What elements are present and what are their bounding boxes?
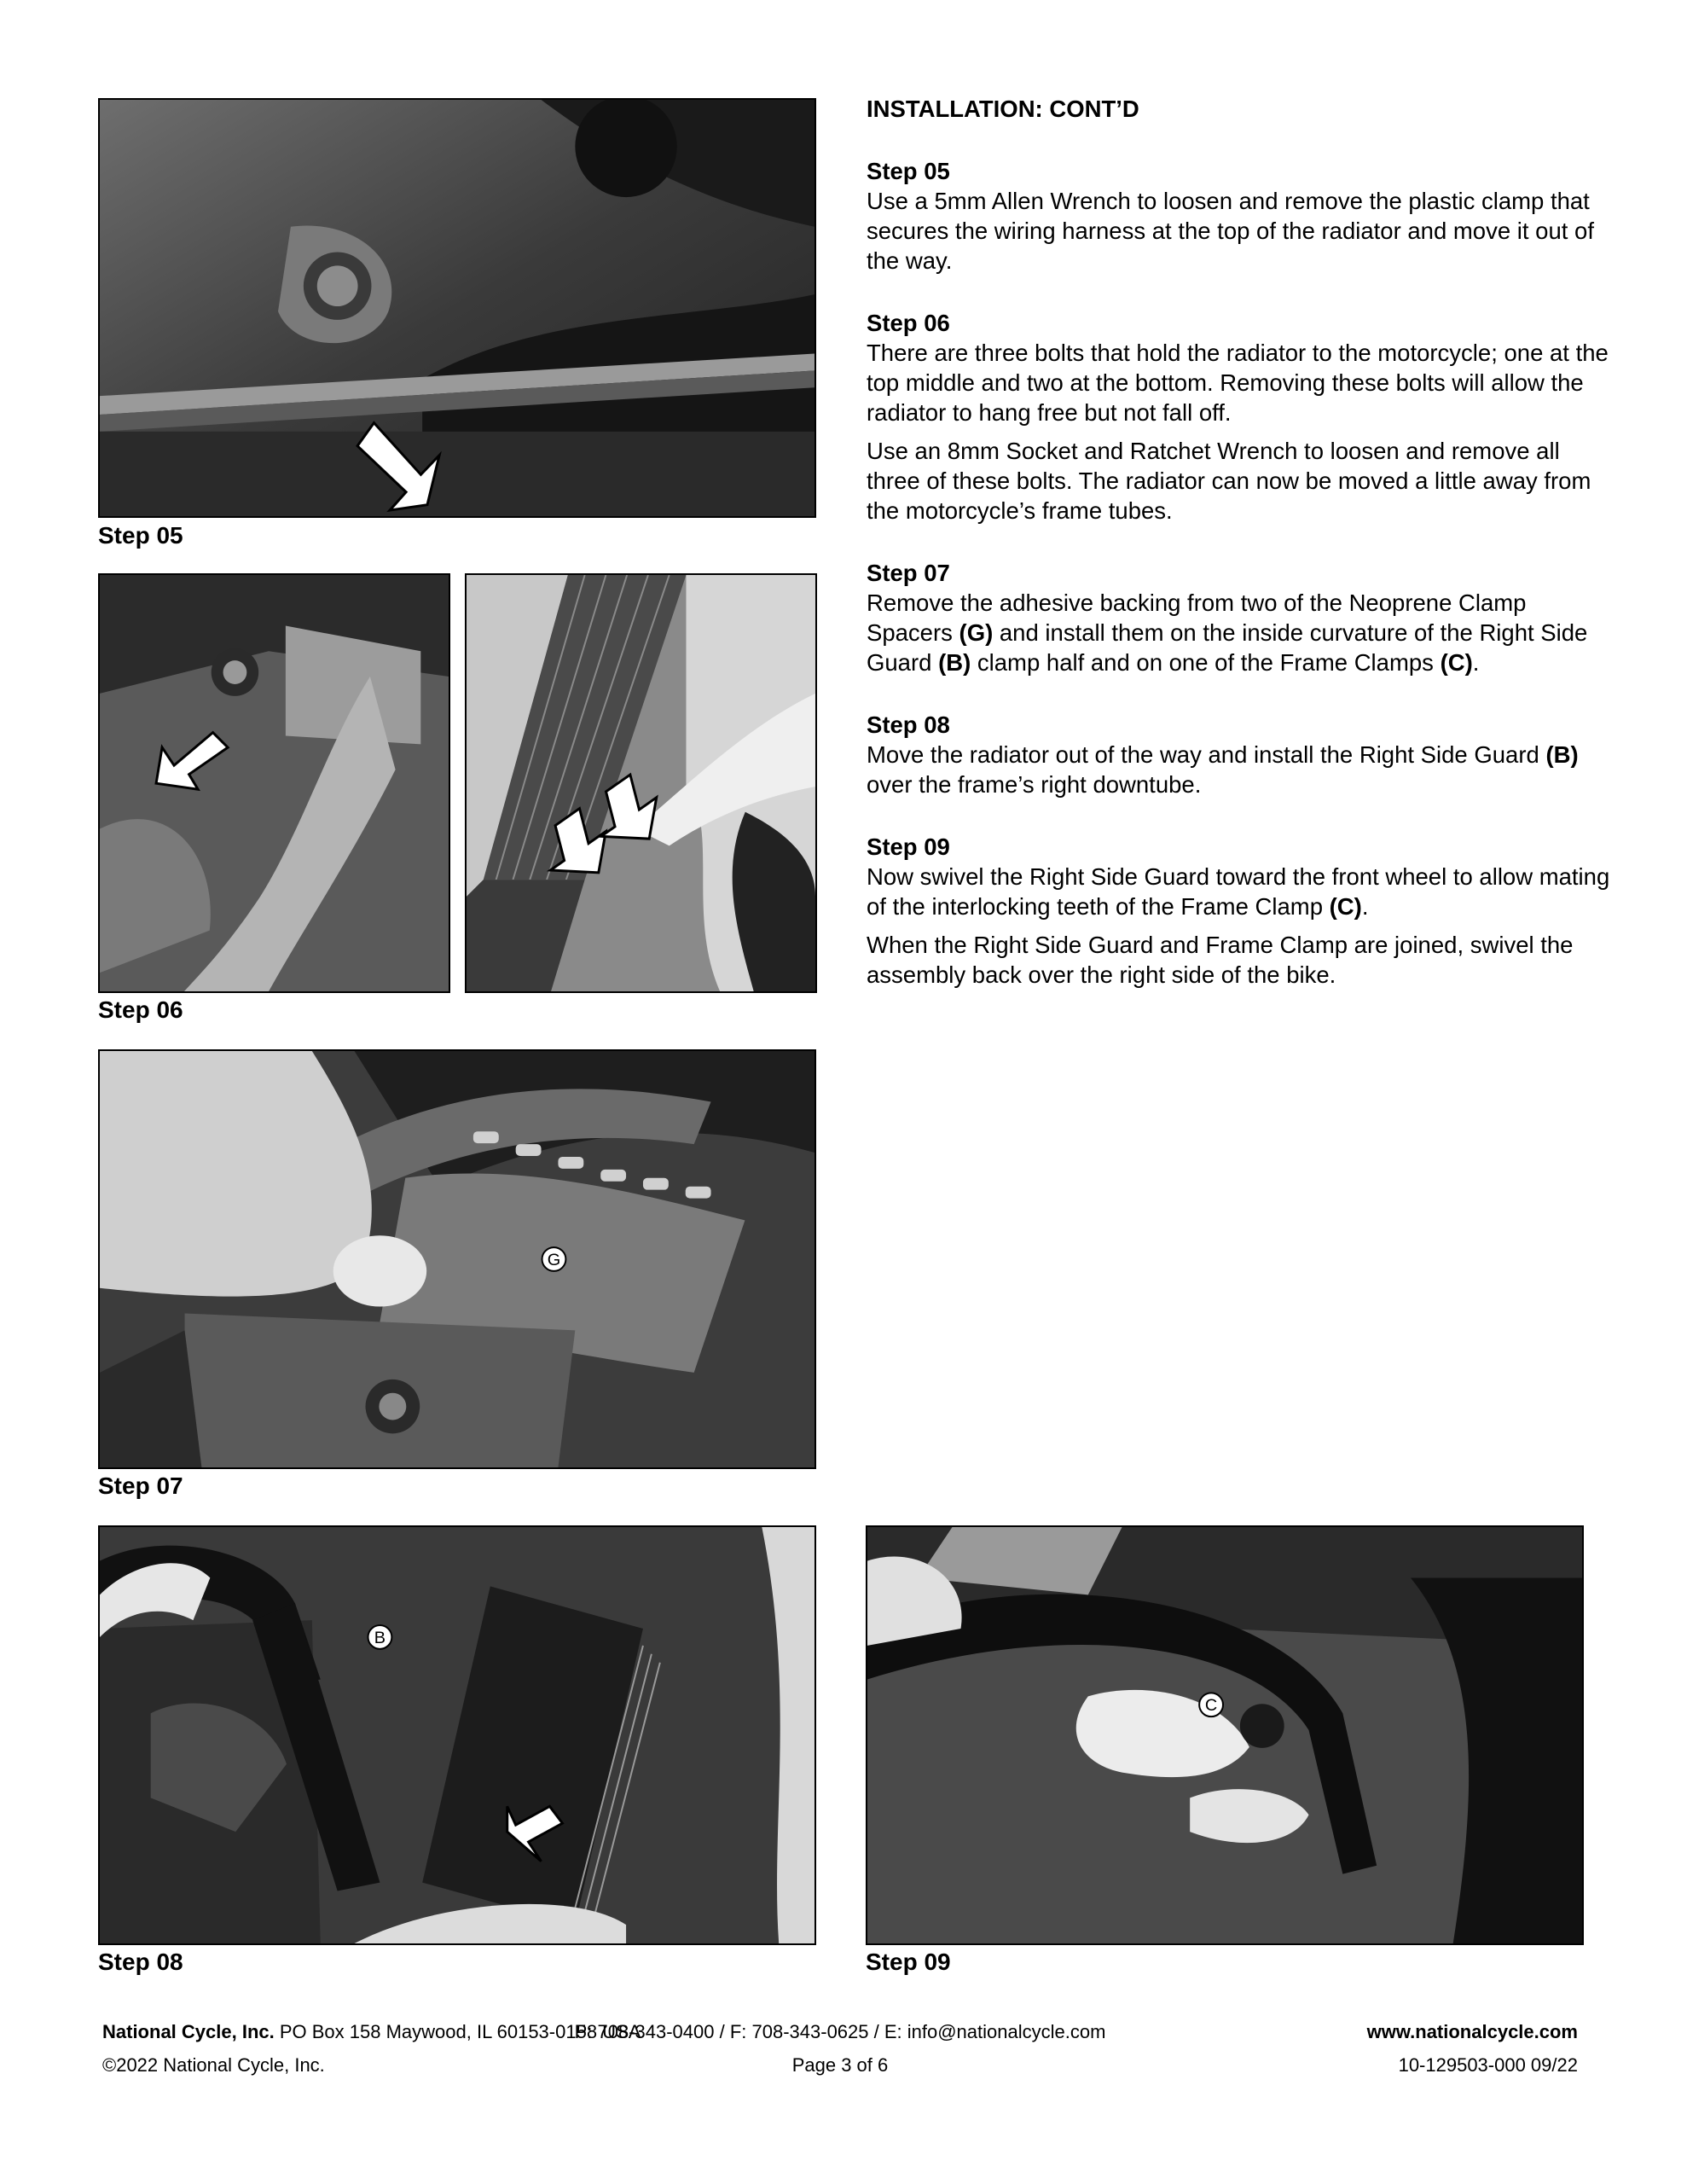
step-title: Step 06 bbox=[867, 310, 950, 336]
footer-company: National Cycle, Inc. bbox=[102, 2021, 275, 2042]
step-text: over the frame’s right downtube. bbox=[867, 771, 1202, 798]
step-text: Move the radiator out of the way and install the Right Side Guard bbox=[867, 741, 1546, 768]
step-title: Step 09 bbox=[867, 834, 950, 860]
step-text: Now swivel the Right Side Guard toward the front wheel to allow mating of the interlocking teeth of the Frame Clamp bbox=[867, 863, 1610, 920]
step-block bbox=[867, 308, 1617, 526]
step-paragraph bbox=[867, 588, 1617, 677]
footer-copyright: ©2022 National Cycle, Inc. bbox=[102, 2054, 325, 2076]
callout-g: G bbox=[547, 1250, 561, 1269]
step09-photo bbox=[866, 1525, 1584, 1945]
callout-c: C bbox=[1204, 1696, 1218, 1716]
step07-caption: Step 07 bbox=[98, 1472, 183, 1499]
step-block bbox=[867, 558, 1617, 677]
step-text: clamp half and on one of the Frame Clamps bbox=[971, 649, 1441, 676]
step-paragraph bbox=[867, 436, 1617, 526]
part-reference: (G) bbox=[959, 619, 994, 646]
step-paragraph bbox=[867, 930, 1617, 990]
step06-caption: Step 06 bbox=[98, 996, 183, 1023]
callout-b: B bbox=[374, 1628, 386, 1647]
step09-caption: Step 09 bbox=[866, 1949, 951, 1975]
step-block bbox=[867, 710, 1617, 799]
footer-website[interactable]: www.nationalcycle.com bbox=[1366, 2021, 1578, 2042]
step-text: When the Right Side Guard and Frame Clamp are joined, swivel the assembly back over the right side of the bike. bbox=[867, 932, 1574, 988]
step-paragraph bbox=[867, 740, 1617, 799]
step-paragraph bbox=[867, 338, 1617, 427]
footer-page-number: Page 3 of 6 bbox=[791, 2054, 889, 2076]
step-title: Step 08 bbox=[867, 712, 950, 738]
step05-photo bbox=[98, 98, 816, 518]
part-reference: (B) bbox=[1545, 741, 1579, 768]
step-text: . bbox=[1361, 893, 1369, 920]
step-text: and install them on the inside curvature of the Right Side Guard bbox=[867, 619, 1588, 676]
footer-contact: P: 708-343-0400 / F: 708-343-0625 / E: info@nationalcycle.com bbox=[574, 2021, 1106, 2042]
step-text: There are three bolts that hold the radiator to the motorcycle; one at the top middle and two at the bottom. Removing these bolts will allow the radiator to hang free but not fall off. bbox=[867, 340, 1609, 426]
part-reference: (C) bbox=[1440, 649, 1473, 676]
step-block bbox=[867, 156, 1617, 276]
part-reference: (C) bbox=[1329, 893, 1362, 920]
step07-photo bbox=[98, 1049, 816, 1469]
step-paragraph bbox=[867, 862, 1617, 921]
steps-list bbox=[867, 156, 1617, 990]
instructions bbox=[867, 94, 1617, 1022]
step08-caption: Step 08 bbox=[98, 1949, 183, 1975]
step-text: . bbox=[1472, 649, 1480, 676]
footer-doc-number: 10-129503-000 09/22 bbox=[1398, 2054, 1578, 2076]
step-block bbox=[867, 832, 1617, 990]
footer-address-text: PO Box 158 Maywood, IL 60153-0158 USA bbox=[274, 2021, 641, 2042]
step06-photo-right bbox=[465, 573, 817, 993]
step05-caption: Step 05 bbox=[98, 522, 183, 549]
step-text: Remove the adhesive backing from two of the Neoprene Clamp Spacers bbox=[867, 590, 1527, 646]
section-heading: INSTALLATION: CONT’D bbox=[867, 96, 1139, 122]
step-paragraph bbox=[867, 186, 1617, 276]
part-reference: (B) bbox=[938, 649, 971, 676]
step06-photo-left bbox=[98, 573, 450, 993]
step-text: Use an 8mm Socket and Ratchet Wrench to loosen and remove all three of these bolts. The radiator can now be moved a little away from the motorcycle’s frame tubes. bbox=[867, 438, 1591, 524]
step-text: Use a 5mm Allen Wrench to loosen and remove the plastic clamp that secures the wiring harness at the top of the radiator and move it out of the way. bbox=[867, 188, 1594, 274]
step08-photo bbox=[98, 1525, 816, 1945]
step-title: Step 05 bbox=[867, 158, 950, 184]
step-title: Step 07 bbox=[867, 560, 950, 586]
